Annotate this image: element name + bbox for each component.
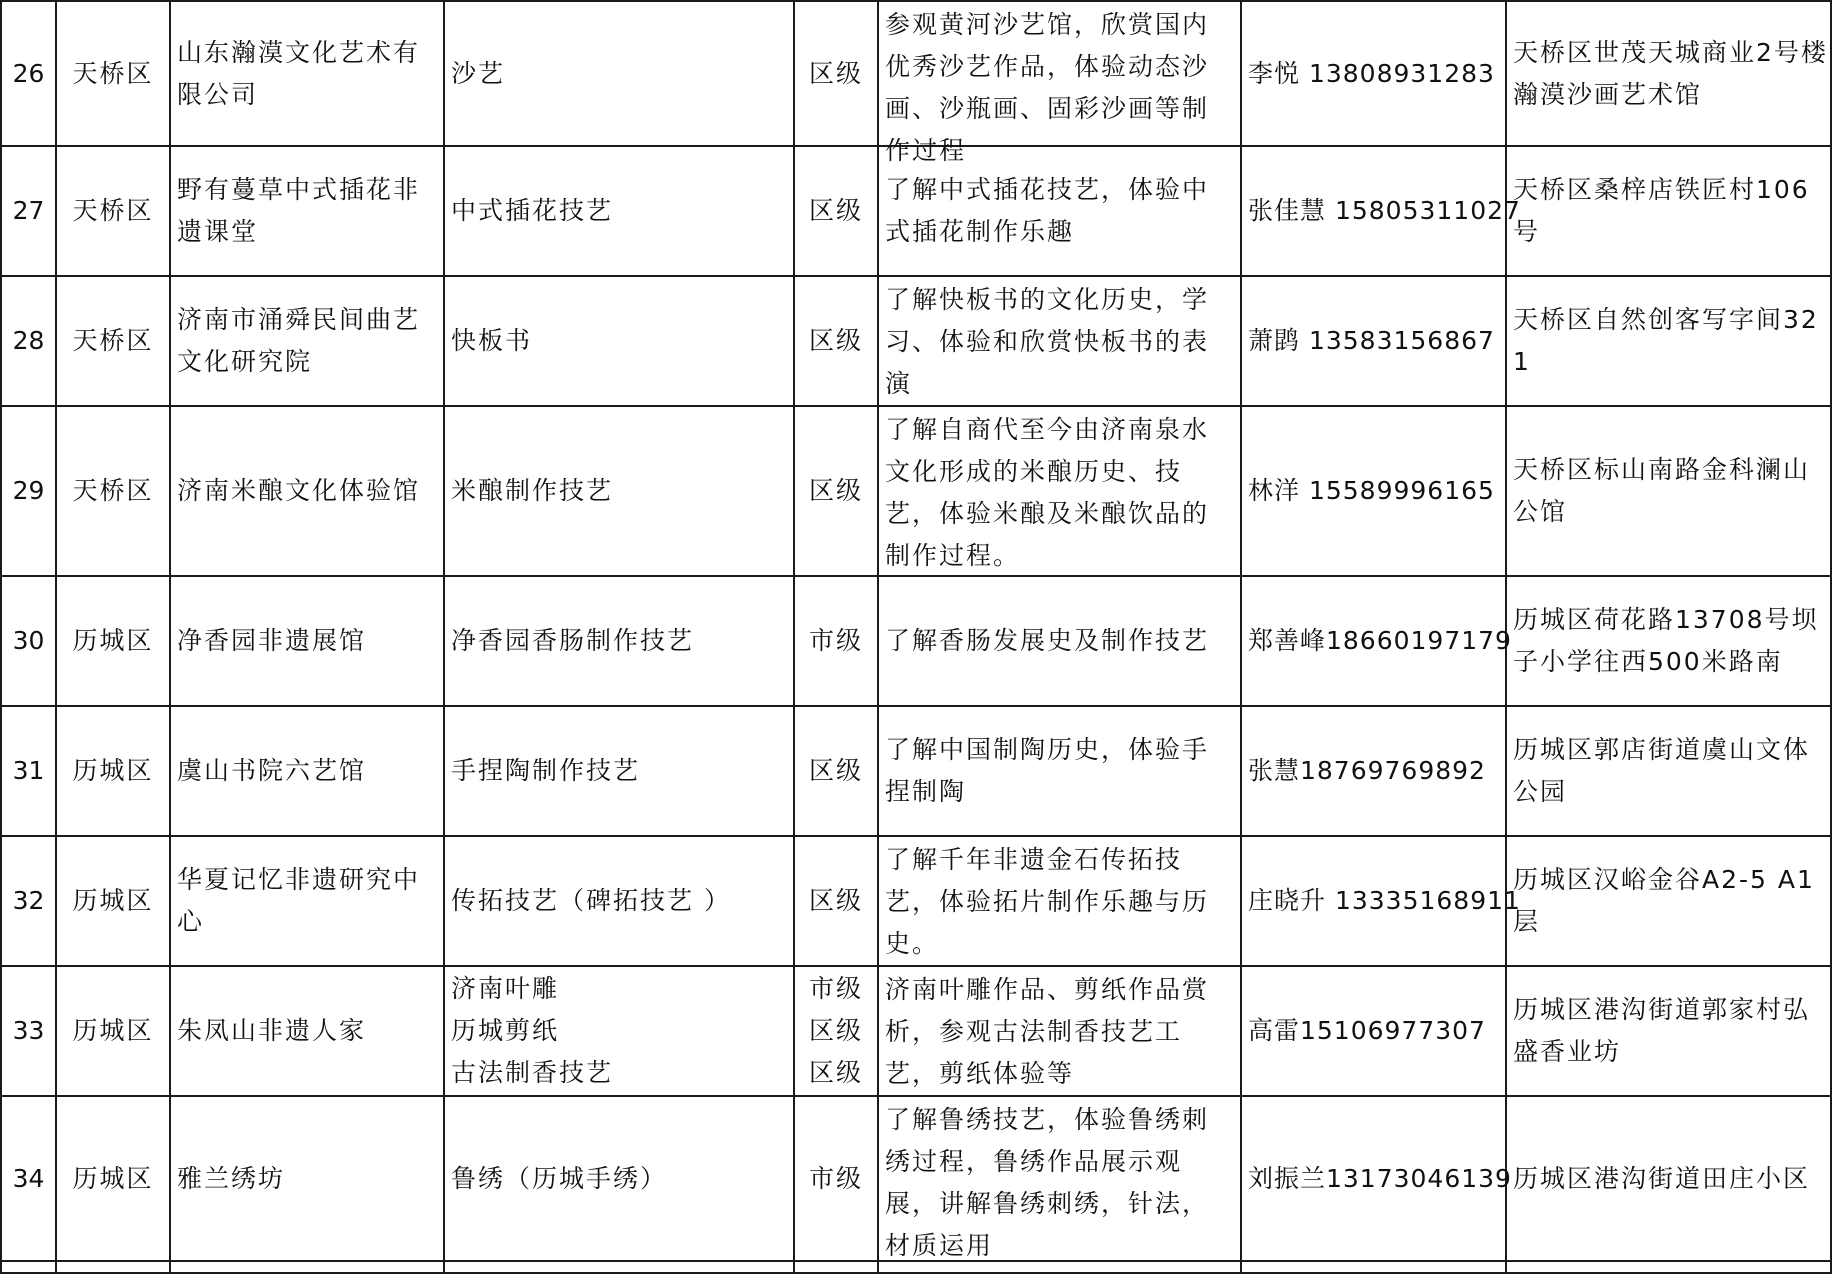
address-cell xyxy=(1506,1,1831,146)
row-number: 30 xyxy=(1,576,56,706)
project-name: 沙艺 xyxy=(451,58,506,88)
contact-cell: 林洋 15589996165 xyxy=(1241,406,1506,576)
address-cell-text: 历城区汉峪金谷A2-5 A1层 xyxy=(1513,865,1815,936)
address-cell-text: 历城区荷花路13708号坝子小学往西500米路南 xyxy=(1513,605,1819,676)
unit-name-cell: 野有蔓草中式插花非遗课堂 xyxy=(170,146,444,276)
project-name: 快板书 xyxy=(451,326,533,355)
unit-name-cell: 朱凤山非遗人家 xyxy=(170,966,444,1096)
table-row xyxy=(1,1096,1831,1261)
heritage-level: 市级 xyxy=(808,1163,863,1193)
stub-cell xyxy=(1506,1261,1831,1273)
address-cell xyxy=(1506,1096,1831,1261)
district-cell: 历城区 xyxy=(56,706,170,836)
level-cell xyxy=(794,576,878,706)
project-cell xyxy=(444,576,794,706)
heritage-level: 区级 xyxy=(808,756,863,785)
address-cell xyxy=(1506,406,1831,576)
table-row xyxy=(1,276,1831,406)
project-name: 古法制香技艺 xyxy=(451,1058,614,1087)
contact-cell: 李悦 13808931283 xyxy=(1241,1,1506,146)
table-row xyxy=(1,406,1831,576)
stub-cell xyxy=(170,1261,444,1273)
content-cell xyxy=(878,966,1241,1096)
project-cell xyxy=(444,966,794,1096)
table-row xyxy=(1,1,1831,146)
content-cell-text: 了解鲁绣技艺，体验鲁绣刺绣过程，鲁绣作品展示观展，讲解鲁绣刺绣，针法，材质运用 xyxy=(885,1105,1210,1260)
district-cell: 历城区 xyxy=(56,966,170,1096)
stub-cell xyxy=(794,1261,878,1273)
project-cell xyxy=(444,146,794,276)
content-cell-text: 了解快板书的文化历史，学习、体验和欣赏快板书的表演 xyxy=(885,285,1210,398)
district-cell: 历城区 xyxy=(56,836,170,966)
table-row xyxy=(1,706,1831,836)
project-name: 济南叶雕 xyxy=(451,974,560,1003)
contact-cell: 高雷15106977307 xyxy=(1241,966,1506,1096)
stub-cell xyxy=(444,1261,794,1273)
project-cell xyxy=(444,1096,794,1261)
stub-cell xyxy=(56,1261,170,1273)
content-cell-text: 了解中国制陶历史，体验手捏制陶 xyxy=(885,735,1210,806)
content-cell xyxy=(878,406,1241,576)
stub-cell xyxy=(1241,1261,1506,1273)
row-number: 29 xyxy=(1,406,56,576)
address-cell xyxy=(1506,706,1831,836)
row-number: 27 xyxy=(1,146,56,276)
row-number: 31 xyxy=(1,706,56,836)
project-name: 传拓技艺（碑拓技艺 ） xyxy=(451,886,731,915)
content-cell xyxy=(878,576,1241,706)
row-number: 32 xyxy=(1,836,56,966)
unit-name-cell: 雅兰绣坊 xyxy=(170,1096,444,1261)
level-cell xyxy=(794,406,878,576)
content-cell xyxy=(878,1096,1241,1261)
content-cell xyxy=(878,706,1241,836)
unit-name-cell: 山东瀚漠文化艺术有限公司 xyxy=(170,1,444,146)
level-cell xyxy=(794,966,878,1096)
level-cell xyxy=(794,1096,878,1261)
address-cell-text: 天桥区自然创客写字间321 xyxy=(1513,305,1819,376)
project-name: 净香园香肠制作技艺 xyxy=(451,626,695,655)
table-body xyxy=(1,1,1831,1273)
content-cell-text: 了解中式插花技艺，体验中式插花制作乐趣 xyxy=(885,175,1210,246)
project-name: 鲁绣（历城手绣） xyxy=(451,1163,668,1193)
district-cell: 历城区 xyxy=(56,576,170,706)
address-cell-text: 天桥区桑梓店铁匠村106号 xyxy=(1513,175,1810,246)
contact-cell: 刘振兰13173046139 xyxy=(1241,1096,1506,1261)
district-cell: 历城区 xyxy=(56,1096,170,1261)
project-name: 历城剪纸 xyxy=(451,1016,560,1045)
level-cell xyxy=(794,146,878,276)
content-cell-text: 了解自商代至今由济南泉水文化形成的米酿历史、技艺，体验米酿及米酿饮品的制作过程。 xyxy=(885,415,1210,570)
heritage-level: 区级 xyxy=(808,1016,863,1045)
district-cell: 天桥区 xyxy=(56,146,170,276)
content-cell-text: 参观黄河沙艺馆，欣赏国内优秀沙艺作品，体验动态沙画、沙瓶画、固彩沙画等制作过程 xyxy=(885,10,1210,165)
content-cell-text: 济南叶雕作品、剪纸作品赏析，参观古法制香技艺工艺，剪纸体验等 xyxy=(885,975,1210,1088)
heritage-level: 区级 xyxy=(808,326,863,355)
address-cell xyxy=(1506,276,1831,406)
unit-name-cell: 济南市涌舜民间曲艺文化研究院 xyxy=(170,276,444,406)
heritage-level: 区级 xyxy=(808,58,863,88)
project-name: 手捏陶制作技艺 xyxy=(451,756,641,785)
address-cell xyxy=(1506,966,1831,1096)
district-cell: 天桥区 xyxy=(56,1,170,146)
content-cell xyxy=(878,276,1241,406)
stub-cell xyxy=(1,1261,56,1273)
project-name: 米酿制作技艺 xyxy=(451,476,614,505)
heritage-level: 市级 xyxy=(808,626,863,655)
heritage-level: 区级 xyxy=(808,1058,863,1087)
content-cell-text: 了解香肠发展史及制作技艺 xyxy=(885,626,1210,655)
project-cell xyxy=(444,1,794,146)
district-cell: 天桥区 xyxy=(56,406,170,576)
level-cell xyxy=(794,276,878,406)
address-cell-text: 历城区港沟街道郭家村弘盛香业坊 xyxy=(1513,995,1811,1066)
address-cell-text: 历城区郭店街道虞山文体公园 xyxy=(1513,735,1811,806)
content-cell-text: 了解千年非遗金石传拓技艺，体验拓片制作乐趣与历史。 xyxy=(885,845,1210,958)
unit-name-cell: 净香园非遗展馆 xyxy=(170,576,444,706)
address-cell xyxy=(1506,146,1831,276)
address-cell-text: 天桥区世茂天城商业2号楼瀚漠沙画艺术馆 xyxy=(1513,37,1828,109)
address-cell xyxy=(1506,836,1831,966)
heritage-level: 区级 xyxy=(808,476,863,505)
contact-cell: 庄晓升 13335168911 xyxy=(1241,836,1506,966)
project-cell xyxy=(444,276,794,406)
content-cell xyxy=(878,1,1241,165)
project-name: 中式插花技艺 xyxy=(451,196,614,225)
address-cell xyxy=(1506,576,1831,706)
content-cell xyxy=(878,836,1241,966)
project-cell xyxy=(444,706,794,836)
heritage-level: 区级 xyxy=(808,886,863,915)
project-cell xyxy=(444,836,794,966)
unit-name-cell: 华夏记忆非遗研究中心 xyxy=(170,836,444,966)
unit-name-cell: 济南米酿文化体验馆 xyxy=(170,406,444,576)
unit-name-cell: 虞山书院六艺馆 xyxy=(170,706,444,836)
row-number: 34 xyxy=(1,1096,56,1261)
contact-cell: 郑善峰18660197179 xyxy=(1241,576,1506,706)
table-row xyxy=(1,966,1831,1096)
level-cell xyxy=(794,706,878,836)
level-cell xyxy=(794,836,878,966)
heritage-level: 市级 xyxy=(808,974,863,1003)
address-cell-text: 天桥区标山南路金科澜山公馆 xyxy=(1513,455,1811,526)
heritage-level: 区级 xyxy=(808,196,863,225)
level-cell xyxy=(794,1,878,146)
row-number: 26 xyxy=(1,1,56,146)
row-number: 28 xyxy=(1,276,56,406)
table-row xyxy=(1,576,1831,706)
contact-cell: 张佳慧 15805311027 xyxy=(1241,146,1506,276)
row-number: 33 xyxy=(1,966,56,1096)
project-cell xyxy=(444,406,794,576)
table-row xyxy=(1,836,1831,966)
contact-cell: 张慧18769769892 xyxy=(1241,706,1506,836)
address-cell-text: 历城区港沟街道田庄小区 xyxy=(1513,1163,1811,1193)
district-cell: 天桥区 xyxy=(56,276,170,406)
contact-cell: 萧鹍 13583156867 xyxy=(1241,276,1506,406)
